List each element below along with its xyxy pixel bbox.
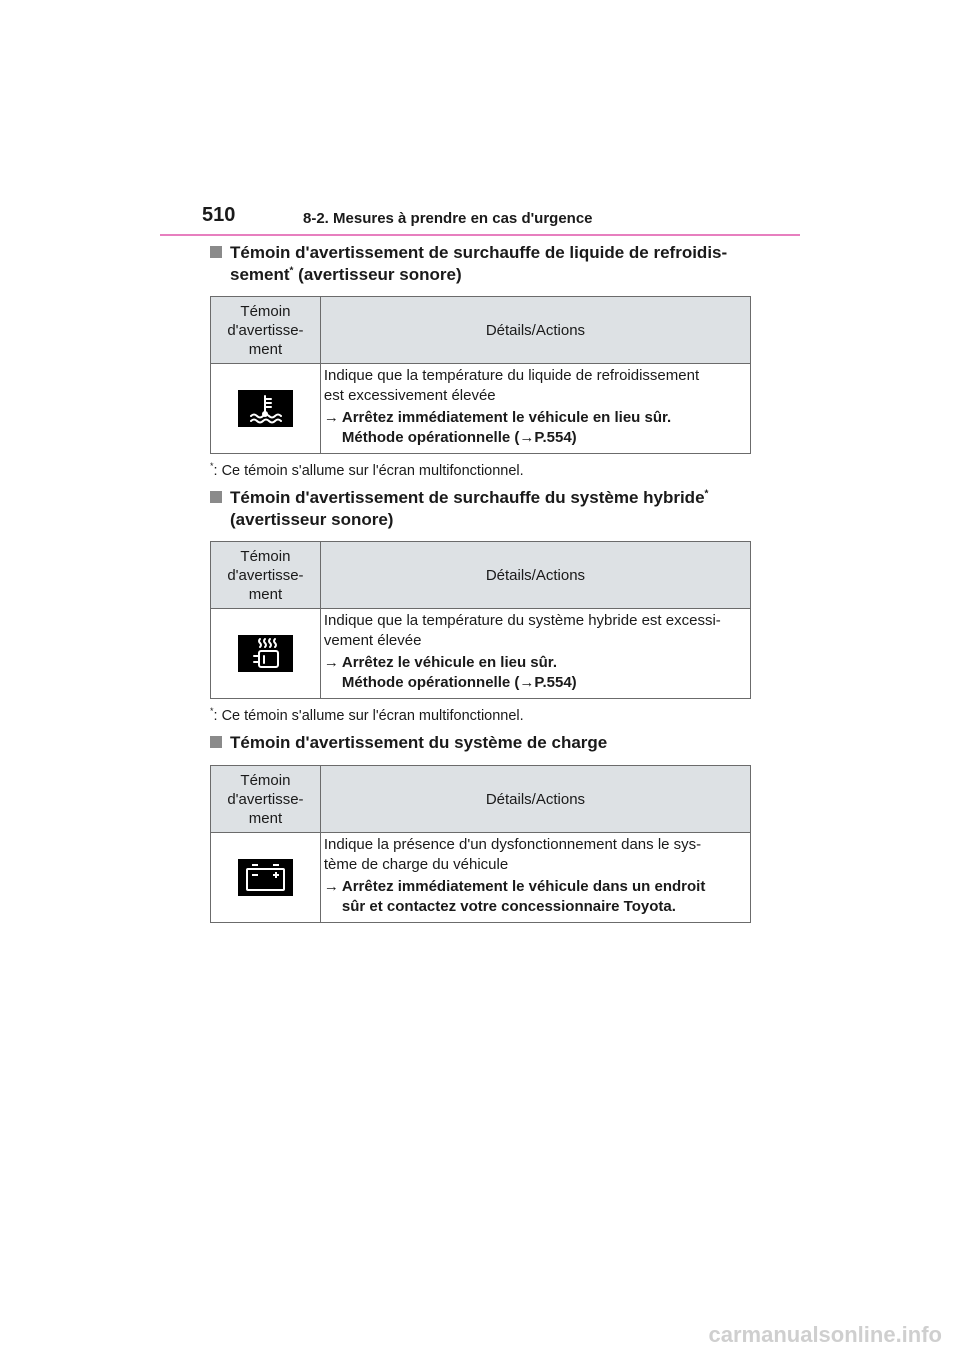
details-cell: Indique que la température du système hybride est excessi- vement élevée → Arrêtez le véhicule en lieu sûr. Méthode opérationnelle (→P.554): [321, 609, 750, 698]
action-text: → Arrêtez immédiatement le véhicule en lieu sûr. Méthode opérationnelle (→P.554): [323, 409, 672, 446]
description-text: Indique que la température du liquide de refroidissement: [323, 367, 700, 384]
page-header: [160, 204, 800, 236]
description-text: Indique la présence d'un dysfonctionnement dans le sys-: [323, 836, 702, 853]
watermark: carmanualsonline.info: [708, 1322, 942, 1347]
details-cell: Indique que la température du liquide de refroidissement est excessivement élevée → Arrêtez immédiatement le véhicule en lieu sûr. Méthode opérationnelle (→P.554): [321, 364, 750, 453]
warning-table-charging: [210, 765, 751, 923]
square-bullet-icon: [210, 736, 222, 748]
heading-text: Témoin d'avertissement de surchauffe du système hybride: [230, 488, 705, 507]
heading-text-2: sement: [230, 265, 290, 284]
coolant-temperature-icon: [238, 390, 293, 427]
battery-charging-icon: [238, 859, 293, 896]
heading-text: Témoin d'avertissement du système de charge: [230, 733, 608, 752]
arrow-icon: →: [323, 878, 339, 895]
column-header-indicator: Témoin d'avertisse- ment: [211, 766, 321, 833]
square-bullet-icon: [210, 491, 222, 503]
heading-text-3: (avertisseur sonore): [293, 265, 462, 284]
column-header-details: Détails/Actions: [320, 542, 750, 609]
footnote-marker: *: [289, 265, 294, 277]
footnote-marker: *: [704, 488, 709, 500]
column-header-details: Détails/Actions: [320, 297, 750, 364]
heading-text: Témoin d'avertissement de surchauffe de liquide de refroidis-: [230, 243, 728, 262]
warning-table-hybrid: [210, 541, 751, 699]
arrow-icon: →: [323, 654, 339, 671]
heading-coolant-overheat: [210, 242, 770, 286]
action-text: → Arrêtez le véhicule en lieu sûr. Méthode opérationnelle (→P.554): [323, 654, 577, 691]
column-header-details: Détails/Actions: [320, 766, 750, 833]
section-title: 8-2. Mesures à prendre en cas d'urgence: [303, 210, 593, 227]
action-text: → Arrêtez immédiatement le véhicule dans un endroit sûr et contactez votre concessionnaire Toyota.: [323, 878, 706, 915]
heading-hybrid-overheat: [210, 487, 770, 531]
details-cell: Indique la présence d'un dysfonctionnement dans le sys- tème de charge du véhicule → Arrêtez immédiatement le véhicule dans un endroit sûr et contactez votre concessionnaire Toyota.: [321, 833, 750, 922]
hybrid-system-overheat-icon: [238, 635, 293, 672]
column-header-indicator: Témoin d'avertisse- ment: [211, 297, 321, 364]
page-number: 510: [202, 204, 236, 226]
column-header-indicator: Témoin d'avertisse- ment: [211, 542, 321, 609]
heading-charging-system: [210, 732, 770, 754]
warning-table-coolant: [210, 296, 751, 454]
footnote: *: Ce témoin s'allume sur l'écran multifonctionnel.: [210, 461, 524, 479]
description-text: Indique que la température du système hybride est excessi-: [323, 612, 721, 629]
square-bullet-icon: [210, 246, 222, 258]
heading-text-2: (avertisseur sonore): [230, 510, 394, 529]
arrow-icon: →: [323, 409, 339, 426]
footnote: *: Ce témoin s'allume sur l'écran multifonctionnel.: [210, 706, 524, 724]
